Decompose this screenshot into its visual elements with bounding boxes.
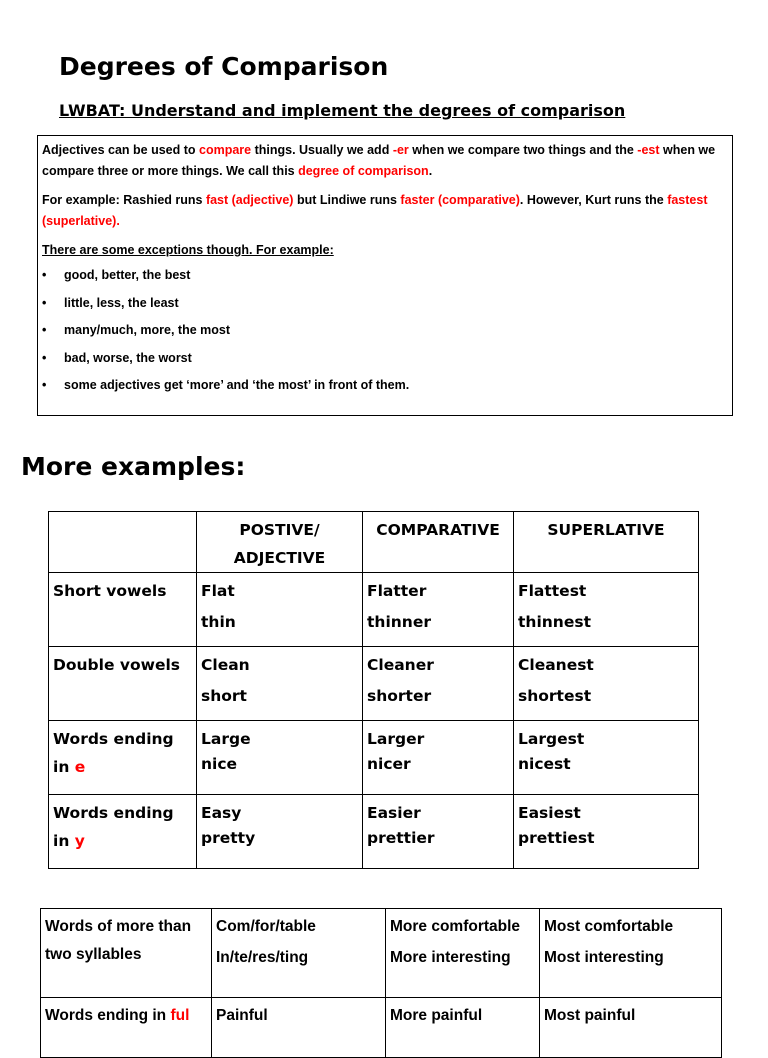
- positive-cell: [197, 795, 363, 869]
- row-label: [49, 795, 197, 869]
- row-label: [41, 909, 212, 998]
- highlight-text: e: [74, 758, 86, 776]
- page-title: Degrees of Comparison: [59, 52, 389, 81]
- header-cell-positive: [197, 512, 363, 573]
- cell-text: Flat: [201, 582, 235, 600]
- cell-text: Com/for/table: [216, 918, 316, 935]
- row-label: [49, 647, 197, 721]
- header-text: ADJECTIVE: [233, 549, 326, 567]
- cell-text: Cleaner: [367, 656, 434, 674]
- text: Adjectives can be used to: [42, 143, 199, 157]
- row-label-text: Words of more than: [45, 918, 192, 935]
- intro-paragraph-1: [42, 140, 728, 182]
- positive-cell: [197, 573, 363, 647]
- row-label-text: [53, 827, 192, 855]
- positive-cell: [212, 909, 386, 998]
- comparative-cell: [386, 998, 540, 1058]
- table-row: [49, 795, 699, 869]
- row-label: [49, 573, 197, 647]
- text: things. Usually we add: [251, 143, 393, 157]
- cell-text: Easiest: [518, 804, 581, 822]
- cell-text: nicest: [518, 755, 571, 773]
- highlight-text: -est: [637, 143, 660, 157]
- cell-text: Cleanest: [518, 656, 594, 674]
- cell-text: prettiest: [518, 829, 595, 847]
- bullet-icon: •: [42, 323, 47, 338]
- cell-text: Flatter: [367, 582, 427, 600]
- comparative-cell: [363, 795, 514, 869]
- text: when we compare three or more things. We call this: [42, 143, 716, 178]
- header-text: SUPERLATIVE: [547, 521, 665, 539]
- row-label-text: Double vowels: [53, 656, 180, 674]
- superlative-cell: [514, 573, 699, 647]
- cell-text: Flattest: [518, 582, 587, 600]
- highlight-text: fast (adjective): [205, 193, 294, 207]
- cell-text: Larger: [367, 730, 425, 748]
- bullet-icon: •: [42, 378, 47, 393]
- cell-text: Most interesting: [544, 949, 664, 966]
- highlight-text: faster (comparative): [400, 193, 520, 207]
- text: when we compare two things and the: [408, 143, 638, 157]
- row-label-text: [53, 753, 192, 781]
- intro-box: [37, 135, 733, 416]
- cell-text: nice: [201, 755, 238, 773]
- row-label-text: in: [53, 758, 75, 776]
- bullet-icon: •: [42, 295, 47, 310]
- row-label-text: Short vowels: [53, 582, 167, 600]
- positive-cell: [197, 647, 363, 721]
- cell-text: Largest: [518, 730, 585, 748]
- exceptions-list: [42, 265, 728, 403]
- row-label-text: two syllables: [45, 946, 142, 963]
- exceptions-heading: There are some exceptions though. For example:: [42, 243, 334, 257]
- row-label-text: Words ending: [53, 804, 174, 822]
- list-item: [42, 348, 728, 376]
- row-label: [41, 998, 212, 1058]
- cell-text: prettier: [367, 829, 435, 847]
- positive-cell: [197, 721, 363, 795]
- intro-paragraph-2: [42, 190, 728, 232]
- comparative-cell: [386, 909, 540, 998]
- comparative-cell: [363, 647, 514, 721]
- cell-text: Most painful: [544, 1007, 636, 1024]
- cell-text: In/te/res/ting: [216, 949, 309, 966]
- header-cell-comparative: [363, 512, 514, 573]
- cell-text: Painful: [216, 1007, 268, 1024]
- table-header-row: [49, 512, 699, 573]
- header-text: COMPARATIVE: [376, 521, 500, 539]
- list-item-text: bad, worse, the worst: [64, 350, 192, 365]
- superlative-cell: [514, 721, 699, 795]
- list-item: [42, 293, 728, 321]
- cell-text: More painful: [390, 1007, 483, 1024]
- header-text: POSTIVE/: [239, 521, 320, 539]
- cell-text: thin: [201, 613, 236, 631]
- row-label-text: Words ending in: [45, 1007, 171, 1024]
- superlative-cell: [540, 998, 722, 1058]
- table-row: [49, 647, 699, 721]
- cell-text: Large: [201, 730, 251, 748]
- row-label-text: in: [53, 832, 75, 850]
- superlative-cell: [514, 795, 699, 869]
- cell-text: shortest: [518, 687, 592, 705]
- header-cell-empty: [49, 512, 197, 573]
- list-item-text: some adjectives get ‘more’ and ‘the most’ in front of them.: [64, 378, 410, 393]
- bullet-icon: •: [42, 350, 47, 365]
- highlight-text: -er: [392, 143, 409, 157]
- row-label-text: [45, 1002, 207, 1030]
- cell-text: short: [201, 687, 247, 705]
- highlight-text: fastest (superlative).: [42, 193, 708, 228]
- list-item: [42, 375, 728, 403]
- table-row: [41, 909, 722, 998]
- highlight-text: ful: [170, 1007, 190, 1024]
- cell-text: pretty: [201, 829, 256, 847]
- section-heading: More examples:: [21, 452, 246, 481]
- table-row: [49, 721, 699, 795]
- learning-objective: LWBAT: Understand and implement the degrees of comparison: [59, 101, 626, 120]
- comparative-cell: [363, 573, 514, 647]
- syllable-table: [40, 908, 722, 1058]
- cell-text: More interesting: [390, 949, 511, 966]
- cell-text: More comfortable: [390, 918, 521, 935]
- table-row: [49, 573, 699, 647]
- superlative-cell: [514, 647, 699, 721]
- text: but Lindiwe runs: [293, 193, 401, 207]
- list-item-text: many/much, more, the most: [64, 323, 231, 338]
- list-item: [42, 265, 728, 293]
- positive-cell: [212, 998, 386, 1058]
- row-label-text: Words ending: [53, 730, 174, 748]
- table-row: [41, 998, 722, 1058]
- highlight-text: y: [74, 832, 85, 850]
- bullet-icon: •: [42, 268, 47, 282]
- row-label: [49, 721, 197, 795]
- text: For example: Rashied runs: [42, 193, 206, 207]
- comparative-cell: [363, 721, 514, 795]
- cell-text: nicer: [367, 755, 411, 773]
- cell-text: Easier: [367, 804, 421, 822]
- list-item: [42, 320, 728, 348]
- cell-text: Clean: [201, 656, 250, 674]
- cell-text: Most comfortable: [544, 918, 674, 935]
- text: . However, Kurt runs the: [519, 193, 668, 207]
- cell-text: thinner: [367, 613, 431, 631]
- superlative-cell: [540, 909, 722, 998]
- text: .: [428, 164, 433, 178]
- cell-text: thinnest: [518, 613, 591, 631]
- cell-text: shorter: [367, 687, 432, 705]
- highlight-text: compare: [199, 143, 252, 157]
- cell-text: Easy: [201, 804, 242, 822]
- highlight-text: degree of comparison: [298, 164, 429, 178]
- comparison-table: [48, 511, 699, 869]
- list-item-text: good, better, the best: [64, 268, 191, 282]
- header-cell-superlative: [514, 512, 699, 573]
- list-item-text: little, less, the least: [64, 295, 179, 310]
